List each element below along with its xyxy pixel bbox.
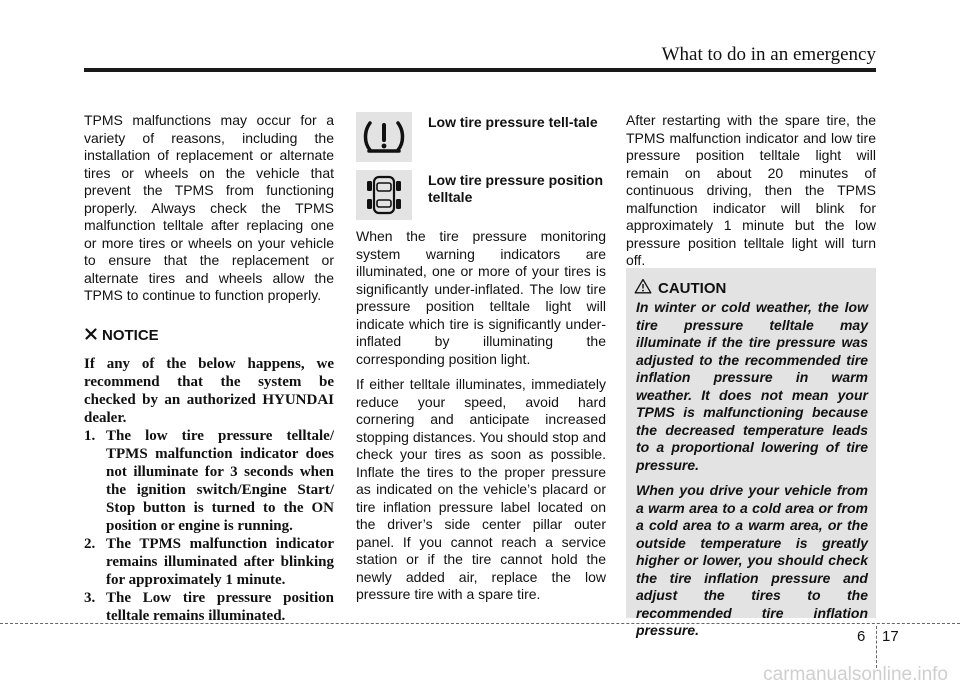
list-item xyxy=(84,427,334,535)
caution-heading xyxy=(634,278,726,298)
notice-body xyxy=(84,355,334,625)
section-title: What to do in an emergency xyxy=(661,44,876,65)
caution-title: CAUTION xyxy=(658,279,727,297)
caution-paragraph: In winter or cold weather, the low tire pressure telltale may illuminate if the tire pressure was adjusted to the recommended tire inflation pressure in warm weather. It does not mean your TPMS is malfunctioning because the decreased temperature leads to a proportional lowering of tire pressure. xyxy=(636,299,868,473)
page-number: 17 xyxy=(882,628,899,645)
list-item-text: The TPMS malfunction indicator remains illuminated after blinking for approximately 1 minute. xyxy=(106,536,334,588)
notice-heading xyxy=(84,327,334,346)
list-item xyxy=(84,589,334,625)
column-2-body xyxy=(356,228,606,604)
header-rule xyxy=(84,68,876,72)
paragraph: After restarting with the spare tire, the TPMS malfunction indicator and low tire pressure position telltale light will remain on about 20 minutes of continuous driving, then the TPMS malfunction indicator will blink for approximately 1 minute but the low pressure position telltale light will turn off. xyxy=(626,112,876,268)
caution-text xyxy=(636,299,868,648)
list-item-text: The Low tire pressure position telltale remains illuminated. xyxy=(106,590,334,624)
warning-triangle-icon xyxy=(634,278,652,298)
caution-box xyxy=(626,268,876,638)
watermark: carmanualsonline.info xyxy=(763,664,948,685)
notice-lead: If any of the below happens, we recommend that the system be checked by an authorized HYUNDAI dealer. xyxy=(84,356,334,426)
list-item-number: 3. xyxy=(84,590,96,606)
intro-paragraph: TPMS malfunctions may occur for a variety of reasons, including the installation of replacement or alternate tires or wheels on the vehicle that prevent the TPMS from functioning properly. Always check the TPMS malfunction telltale after replacing one or more tires or wheels on your vehicle to ensure that the replacement or alternate tires and wheels allow the TPMS to continue to function properly. xyxy=(84,112,334,303)
list-item-number: 1. xyxy=(84,428,96,444)
tire-position-icon xyxy=(356,170,412,220)
column-3 xyxy=(626,112,876,270)
telltale-row xyxy=(356,170,606,228)
column-1 xyxy=(84,112,334,625)
telltale-label: Low tire pressure position telltale xyxy=(428,172,604,205)
tire-pressure-warning-icon xyxy=(356,112,412,162)
telltale-row xyxy=(356,112,606,170)
column-2 xyxy=(356,112,606,612)
notice-title: NOTICE xyxy=(102,327,159,344)
list-item xyxy=(84,535,334,589)
paragraph: When the tire pressure monitoring system warning indicators are illuminated, one or more of your tires is significantly under-inflated. The low tire pressure position telltale light will indicate which tire is significantly under-inflated by illuminating the corresponding position light. xyxy=(356,228,606,367)
telltale-label: Low tire pressure tell-tale xyxy=(428,114,598,130)
paragraph: If either telltale illuminates, immediately reduce your speed, avoid hard cornering and anticipate increased stopping distances. You should stop and check your tires as soon as possible. Inflate the tires to the proper pressure as indicated on the vehicle’s placard or tire inflation pressure label located on the driver’s side center pillar outer panel. If you cannot reach a service station or if the tire cannot hold the newly added air, replace the low pressure tire with a spare tire. xyxy=(356,376,606,602)
notice-list xyxy=(84,427,334,625)
caution-paragraph: When you drive your vehicle from a warm area to a cold area or from a cold area to a warm area, or the outside temperature is greatly higher or lower, you should check the tire inflation pressure and adjust the tires to the recommended tire inflation pressure. xyxy=(636,482,868,638)
list-item-text: The low tire pressure telltale/ TPMS malfunction indicator does not illuminate for 3 seconds when the ignition switch/Engine Start/ Stop button is turned to the ON position or engine is running. xyxy=(106,428,334,534)
footer-rule xyxy=(0,623,960,624)
footer-divider xyxy=(876,626,877,668)
list-item-number: 2. xyxy=(84,536,96,552)
asterisk-icon xyxy=(84,327,98,346)
section-number: 6 xyxy=(857,628,866,645)
